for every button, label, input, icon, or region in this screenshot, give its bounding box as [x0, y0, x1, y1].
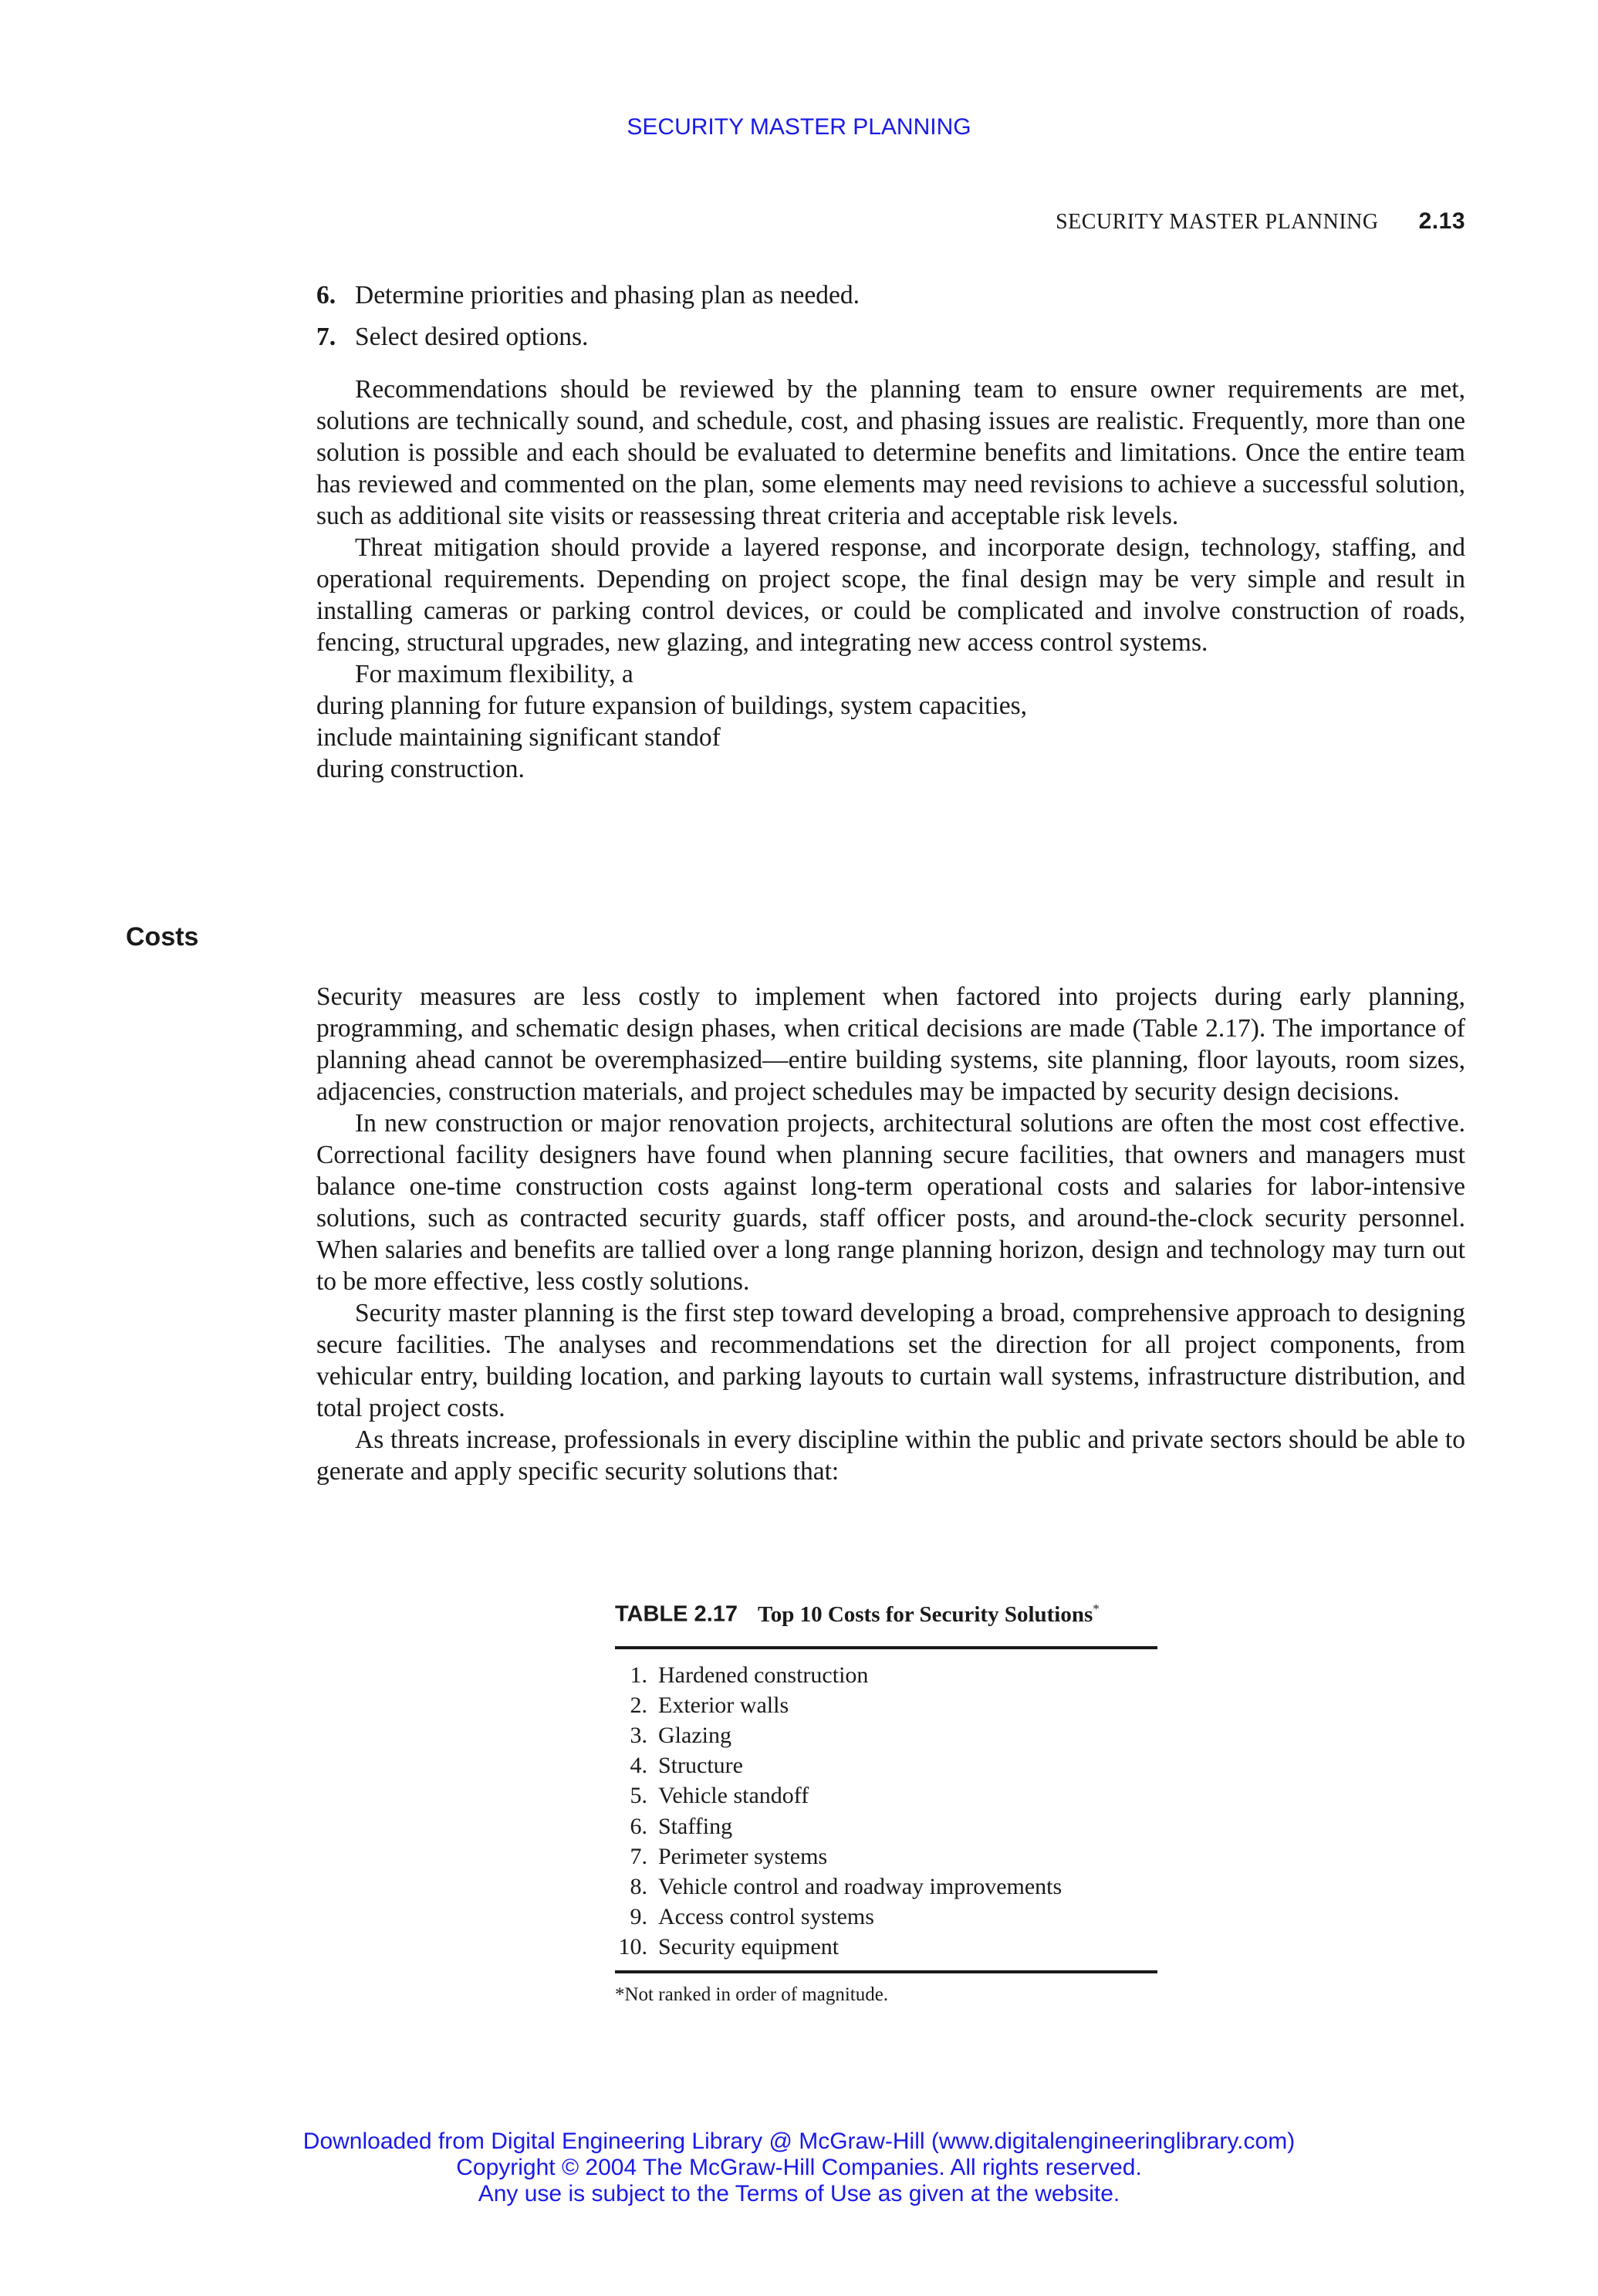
- table-number: TABLE 2.17: [615, 1601, 738, 1627]
- table-row: [615, 1841, 1157, 1872]
- row-number: 8.: [630, 1874, 647, 1900]
- paragraph: Recommendations should be reviewed by the planning team to ensure owner requirements are met, solutions are technically sound, and schedule, cost, and phasing issues are realistic. Frequently, more than one solution is possible and each should be evaluated to determine benefits and limitations. Once the entire team has reviewed and commented on the plan, some elements may need revisions to achieve a successful solution, such as additional site visits or reassessing threat criteria and acceptable risk levels.: [316, 375, 1465, 530]
- footer-line-download: Downloaded from Digital Engineering Library @ McGraw-Hill (www.digitalengineeringlibrary.com): [302, 2129, 1296, 2154]
- top-banner: SECURITY MASTER PLANNING: [627, 114, 971, 140]
- row-text: Vehicle standoff: [658, 1783, 809, 1809]
- step-number: 6.: [316, 281, 336, 309]
- running-head: [1056, 208, 1465, 235]
- footer-line-copyright: Copyright © 2004 The McGraw-Hill Companies. All rights reserved.: [456, 2155, 1142, 2180]
- table-title: [615, 1601, 1157, 1628]
- fragment-line: include maintaining significant standof: [316, 723, 721, 752]
- row-text: Perimeter systems: [658, 1843, 828, 1869]
- list-item: [316, 275, 1465, 316]
- paragraph: Security master planning is the first step toward developing a broad, comprehensive approach to designing secure facilities. The analyses and recommendations set the direction for all project components, from vehicular entry, building location, and parking layouts to curtain wall systems, infrastructure distribution, and total project costs.: [316, 1299, 1465, 1422]
- row-text: Security equipment: [658, 1934, 840, 1960]
- footer-line-terms: Any use is subject to the Terms of Use as given at the website.: [478, 2181, 1120, 2206]
- row-number: 9.: [630, 1904, 647, 1930]
- table-row: [615, 1750, 1157, 1780]
- paragraph: As threats increase, professionals in every discipline within the public and private sectors should be able to generate and apply specific security solutions that:: [316, 1425, 1465, 1486]
- table-row: [615, 1811, 1157, 1841]
- row-text: Vehicle control and roadway improvements: [658, 1874, 1063, 1900]
- row-text: Exterior walls: [658, 1692, 789, 1718]
- row-number: 10.: [618, 1934, 647, 1960]
- download-footer: [0, 2129, 1598, 2207]
- table-bottom-rule: [615, 1970, 1157, 1973]
- fragment-line: during planning for future expansion of buildings, system capacities,: [316, 692, 1028, 720]
- fragment-lines: [316, 658, 1465, 785]
- row-text: Staffing: [658, 1813, 733, 1839]
- costs-section: [316, 981, 1465, 1487]
- row-text: Glazing: [658, 1723, 731, 1749]
- row-number: 2.: [630, 1692, 647, 1718]
- row-text: Access control systems: [658, 1904, 874, 1930]
- row-number: 3.: [630, 1723, 647, 1749]
- table-2-17: [615, 1601, 1157, 2006]
- list-item: [316, 316, 1465, 358]
- table-body: [615, 1649, 1157, 1970]
- fragment-line: For maximum flexibility, a: [355, 660, 633, 688]
- table-footnote: *Not ranked in order of magnitude.: [615, 1983, 889, 2005]
- step-list: [316, 275, 1465, 358]
- row-text: Hardened construction: [658, 1662, 869, 1688]
- table-name: Top 10 Costs for Security Solutions: [758, 1601, 1093, 1627]
- running-head-title: SECURITY MASTER PLANNING: [1056, 210, 1379, 234]
- paragraph: Threat mitigation should provide a layered response, and incorporate design, technology, staffing, and operational requirements. Depending on project scope, the final design may be very simple and result in installing cameras or parking control devices, or could be complicated and involve construction of roads, fencing, structural upgrades, new glazing, and integrating new access control systems.: [316, 533, 1465, 657]
- table-row: [615, 1660, 1157, 1690]
- step-text: Select desired options.: [355, 323, 589, 351]
- row-number: 4.: [630, 1753, 647, 1779]
- table-row: [615, 1902, 1157, 1932]
- row-number: 1.: [630, 1662, 647, 1688]
- table-row: [615, 1932, 1157, 1962]
- row-number: 6.: [630, 1813, 647, 1839]
- page-number: 2.13: [1418, 208, 1465, 234]
- intro-section: [316, 374, 1465, 785]
- table-row: [615, 1690, 1157, 1720]
- paragraph: Security measures are less costly to implement when factored into projects during early planning, programming, and schematic design phases, when critical decisions are made (Table 2.17). The importance of planning ahead cannot be overemphasized—entire building systems, site planning, floor layouts, room sizes, adjacencies, construction materials, and project schedules may be impacted by security design decisions.: [316, 982, 1465, 1106]
- step-number: 7.: [316, 323, 336, 351]
- row-number: 5.: [630, 1783, 647, 1809]
- fragment-line: during construction.: [316, 755, 525, 783]
- section-heading-costs: Costs: [126, 922, 199, 952]
- row-text: Structure: [658, 1753, 743, 1779]
- row-number: 7.: [630, 1843, 647, 1869]
- table-row: [615, 1720, 1157, 1750]
- table-row: [615, 1780, 1157, 1811]
- step-text: Determine priorities and phasing plan as needed.: [355, 281, 860, 309]
- paragraph: In new construction or major renovation projects, architectural solutions are often the most cost effective. Correctional facility designers have found when planning secure facilities, that owners and managers must balance one-time construction costs against long-term operational costs and salaries for labor-intensive solutions, such as contracted security guards, staff officer posts, and around-the-clock security personnel. When salaries and benefits are tallied over a long range planning horizon, design and technology may turn out to be more effective, less costly solutions.: [316, 1109, 1465, 1296]
- table-title-mark: *: [1093, 1601, 1100, 1616]
- table-row: [615, 1872, 1157, 1902]
